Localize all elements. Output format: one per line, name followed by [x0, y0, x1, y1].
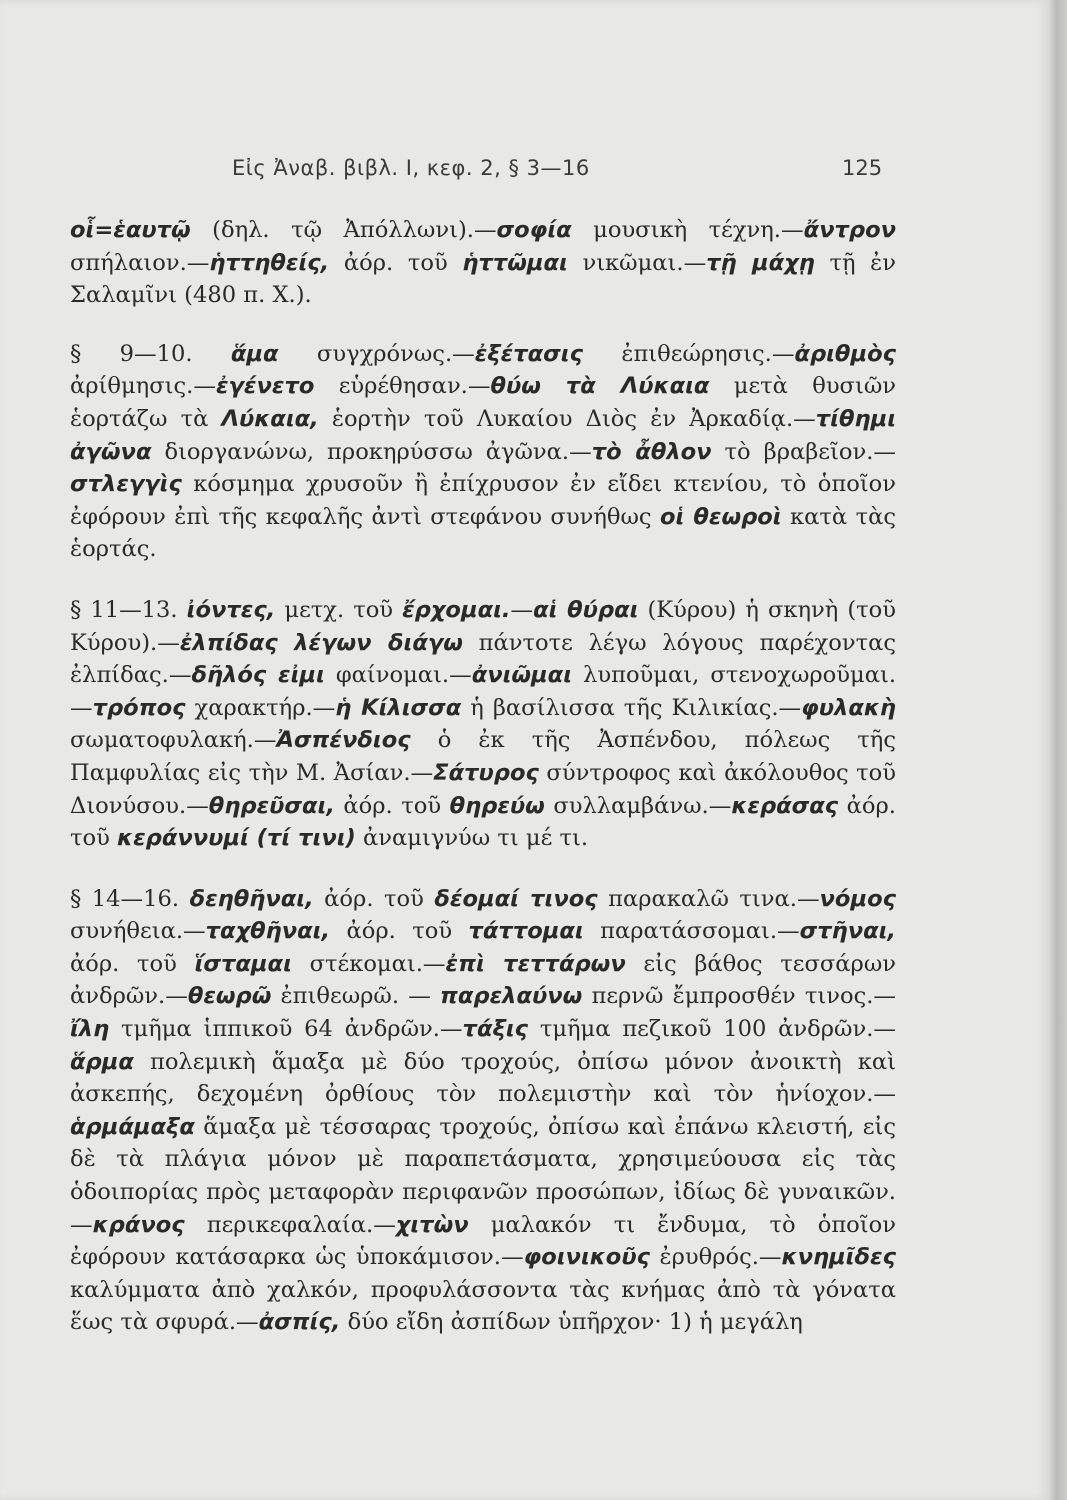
- headword: ἄντρον: [803, 217, 896, 243]
- paragraph-1: [70, 214, 896, 312]
- page-body: [70, 214, 896, 1367]
- headword: δεηθῆναι,: [189, 885, 314, 912]
- headword: αἱ θύραι: [533, 596, 639, 623]
- gloss-text: περικεφαλαία.—: [184, 1211, 396, 1238]
- gloss-text: κατὰ τὰς ἑορτάς.: [70, 503, 896, 563]
- headword: ἴλη: [70, 1016, 110, 1043]
- headword: ἵσταμαι: [194, 950, 292, 977]
- gloss-text: ἡ βασίλισσα τῆς Κιλικίας.—: [461, 694, 802, 721]
- headword: κνημῖδες: [781, 1244, 896, 1271]
- gloss-text: ἀόρ. τοῦ: [70, 792, 896, 852]
- gloss-text: τὸ βραβεῖον.—: [711, 438, 896, 465]
- gloss-text: § 9—10.: [70, 340, 231, 367]
- headword: χιτὼν: [395, 1211, 469, 1238]
- paragraph-3: [70, 594, 896, 855]
- gloss-text: καλύμματα ἀπὸ χαλκόν, προφυλάσσοντα τὰς κνήμας ἀπὸ τὰ γόνατα ἕως τὰ σφυρά.—: [70, 1276, 896, 1336]
- headword: ταχθῆναι,: [205, 918, 331, 945]
- gloss-text: διοργανώνω, προκηρύσσω ἀγῶνα.—: [151, 438, 592, 465]
- headword: στλεγγὶς: [70, 471, 182, 498]
- headword: Ἀσπένδιος: [276, 727, 411, 754]
- gloss-text: ὁ ἐκ τῆς Ἀσπένδου, πόλεως τῆς Παμφυλίας εἰς τὴν Μ. Ἀσίαν.—: [70, 727, 896, 786]
- headword: ἅμα: [230, 340, 279, 367]
- headword: δῆλός εἰμι: [191, 662, 325, 689]
- headword: φοινικοῦς: [523, 1244, 650, 1271]
- gloss-text: ἐπιθεωρῶ. —: [271, 983, 441, 1010]
- gloss-text: στέκομαι.—: [291, 950, 446, 977]
- gloss-text: μουσικὴ τέχνη.—: [571, 217, 804, 243]
- gloss-text: εἰς βάθος τεσσάρων ἀνδρῶν.—: [70, 950, 896, 1010]
- gloss-text: πάντοτε λέγω λόγους παρέχοντας ἐλπίδας.—: [70, 629, 897, 689]
- gloss-text: λυποῦμαι, στενοχωροῦμαι.—: [70, 662, 896, 721]
- headword: ἐξέτασις: [474, 340, 583, 367]
- gloss-text: πολεμικὴ ἅμαξα μὲ δύο τροχούς, ὀπίσω μόνον ἀνοικτὴ καὶ ἀσκεπής, δεχομένη ὀρθίους τὸν πολεμιστὴν καὶ τὸν ἡνίοχον.—: [70, 1048, 896, 1108]
- gloss-text: § 14—16.: [70, 885, 190, 912]
- gloss-text: § 11—13.: [70, 596, 187, 623]
- headword: ἐπὶ τεττάρων: [445, 950, 626, 977]
- headword: κράνος: [92, 1211, 185, 1238]
- headword: φυλακὴ: [801, 694, 897, 721]
- gloss-text: κόσμημα χρυσοῦν ἢ ἐπίχρυσον ἐν εἴδει κτενίου, τὸ ὁποῖον ἐφόρουν ἐπὶ τῆς κεφαλῆς ἀντὶ στεφάνου συνήθως: [70, 471, 896, 530]
- headword: ἐλπίδας λέγων διάγω: [179, 629, 463, 656]
- gloss-text: ἀόρ. τοῦ: [313, 885, 435, 912]
- gloss-text: ἀόρ. τοῦ: [334, 792, 450, 819]
- headword: ἰόντες,: [186, 596, 276, 623]
- headword: οἷ=ἑαυτῷ: [70, 217, 191, 243]
- gloss-text: μετχ. τοῦ: [275, 596, 403, 623]
- headword: παρελαύνω: [440, 983, 583, 1010]
- headword: τάττομαι: [468, 918, 584, 945]
- gloss-text: ἐρυθρός.—: [649, 1244, 782, 1271]
- gloss-text: (Κύρου) ἡ σκηνὴ (τοῦ Κύρου).—: [70, 596, 896, 656]
- headword: τίθημι ἀγῶνα: [70, 405, 896, 465]
- gloss-text: ἀναμιγνύω τι μέ τι.: [355, 825, 589, 852]
- headword: ἀριθμὸς: [794, 340, 896, 367]
- paragraph-4: [70, 883, 896, 1339]
- gloss-text: —: [510, 596, 534, 623]
- paragraph-2: [70, 338, 896, 566]
- gloss-text: (δηλ. τῷ Ἀπόλλωνι).—: [190, 217, 497, 243]
- headword: κεράννυμί (τί τινι): [117, 825, 356, 852]
- gloss-text: σύντροφος καὶ ἀκόλουθος τοῦ Διονύσου.—: [70, 759, 896, 819]
- running-head: Εἰς Ἀναβ. βιβλ. I, κεφ. 2, § 3—16: [232, 156, 590, 180]
- headword: ἁρμάμαξα: [70, 1113, 195, 1140]
- gloss-text: μετὰ θυσιῶν ἑορτάζω τὰ: [70, 373, 896, 432]
- headword: νόμος: [819, 885, 896, 912]
- headword: τάξις: [462, 1016, 529, 1043]
- gloss-text: φαίνομαι.—: [324, 662, 472, 689]
- headword: στῆναι,: [799, 918, 896, 945]
- headword: δέομαί τινος: [434, 885, 598, 912]
- headword: τῇ μάχῃ: [706, 249, 815, 276]
- gloss-text: τῇ ἐν Σαλαμῖνι (480 π. Χ.).: [70, 249, 896, 309]
- page-edge: [1050, 0, 1067, 1500]
- gloss-text: ἀόρ. τοῦ: [70, 950, 195, 977]
- gloss-text: σωματοφυλακή.—: [70, 727, 277, 754]
- headword: θηρεῦσαι,: [208, 792, 335, 819]
- headword: θεωρῶ: [187, 983, 272, 1010]
- gloss-text: χαρακτήρ.—: [185, 694, 336, 721]
- gloss-text: ἀρίθμησις.—: [70, 373, 216, 400]
- gloss-text: ἅμαξα μὲ τέσσαρας τροχούς, ὀπίσω καὶ ἐπάνω κλειστή, εἰς δὲ τὰ πλάγια μόνον μὲ παραπετάσματα, χρησιμεύουσα εἰς τὰς ὁδοιπορίας πρὸς μεταφορὰν περιφανῶν προσώπων, ἰδίως δὲ γυναικῶν.—: [70, 1113, 896, 1238]
- gloss-text: τμῆμα πεζικοῦ 100 ἀνδρῶν.—: [528, 1016, 896, 1043]
- page-header: [0, 156, 1050, 186]
- gloss-text: τμῆμα ἱππικοῦ 64 ἀνδρῶν.—: [109, 1016, 463, 1043]
- gloss-text: νικῶμαι.—: [567, 249, 707, 276]
- headword: τὸ ἆθλον: [591, 438, 712, 465]
- gloss-text: δύο εἴδη ἀσπίδων ὑπῆρχον· 1) ἡ μεγάλη: [340, 1309, 803, 1336]
- headword: σοφία: [496, 217, 572, 243]
- headword: ἀνιῶμαι: [471, 662, 573, 689]
- headword: θύω τὰ Λύκαια: [490, 373, 710, 400]
- gloss-text: συνήθεια.—: [70, 918, 206, 945]
- gloss-text: ἀόρ. τοῦ: [329, 249, 463, 276]
- headword: ἡττῶμαι: [462, 249, 568, 276]
- gloss-text: ἀόρ. τοῦ: [330, 918, 469, 945]
- gloss-text: σπήλαιον.—: [70, 249, 210, 276]
- headword: τρόπος: [92, 694, 186, 721]
- gloss-text: περνῶ ἔμπροσθέν τινος.—: [582, 983, 896, 1010]
- headword: κεράσας: [731, 792, 839, 819]
- gloss-text: παρατάσσομαι.—: [583, 918, 800, 945]
- headword: ἡττηθείς,: [209, 249, 330, 276]
- page-number: 125: [842, 156, 883, 180]
- headword: θηρεύω: [449, 792, 545, 819]
- gloss-text: συλλαμβάνω.—: [544, 792, 732, 819]
- headword: οἱ θεωροὶ: [659, 503, 782, 530]
- headword: Σάτυρος: [433, 759, 539, 786]
- headword: ἐγένετο: [215, 373, 315, 400]
- headword: ἅρμα: [70, 1048, 134, 1075]
- gloss-text: εὑρέθησαν.—: [314, 373, 491, 400]
- gloss-text: μαλακόν τι ἔνδυμα, τὸ ὁποῖον ἐφόρουν κατάσαρκα ὡς ὑποκάμισον.—: [70, 1211, 896, 1271]
- headword: ἀσπίς,: [258, 1309, 341, 1336]
- gloss-text: συγχρόνως.—: [278, 340, 475, 367]
- headword: Λύκαια,: [221, 405, 319, 432]
- headword: ἡ Κίλισσα: [335, 694, 462, 721]
- headword: ἔρχομαι.: [402, 596, 511, 623]
- gloss-text: ἐπιθεώρησις.—: [582, 340, 795, 367]
- gloss-text: ἑορτὴν τοῦ Λυκαίου Διὸς ἐν Ἀρκαδίᾳ.—: [318, 405, 816, 432]
- gloss-text: παρακαλῶ τινα.—: [597, 885, 820, 912]
